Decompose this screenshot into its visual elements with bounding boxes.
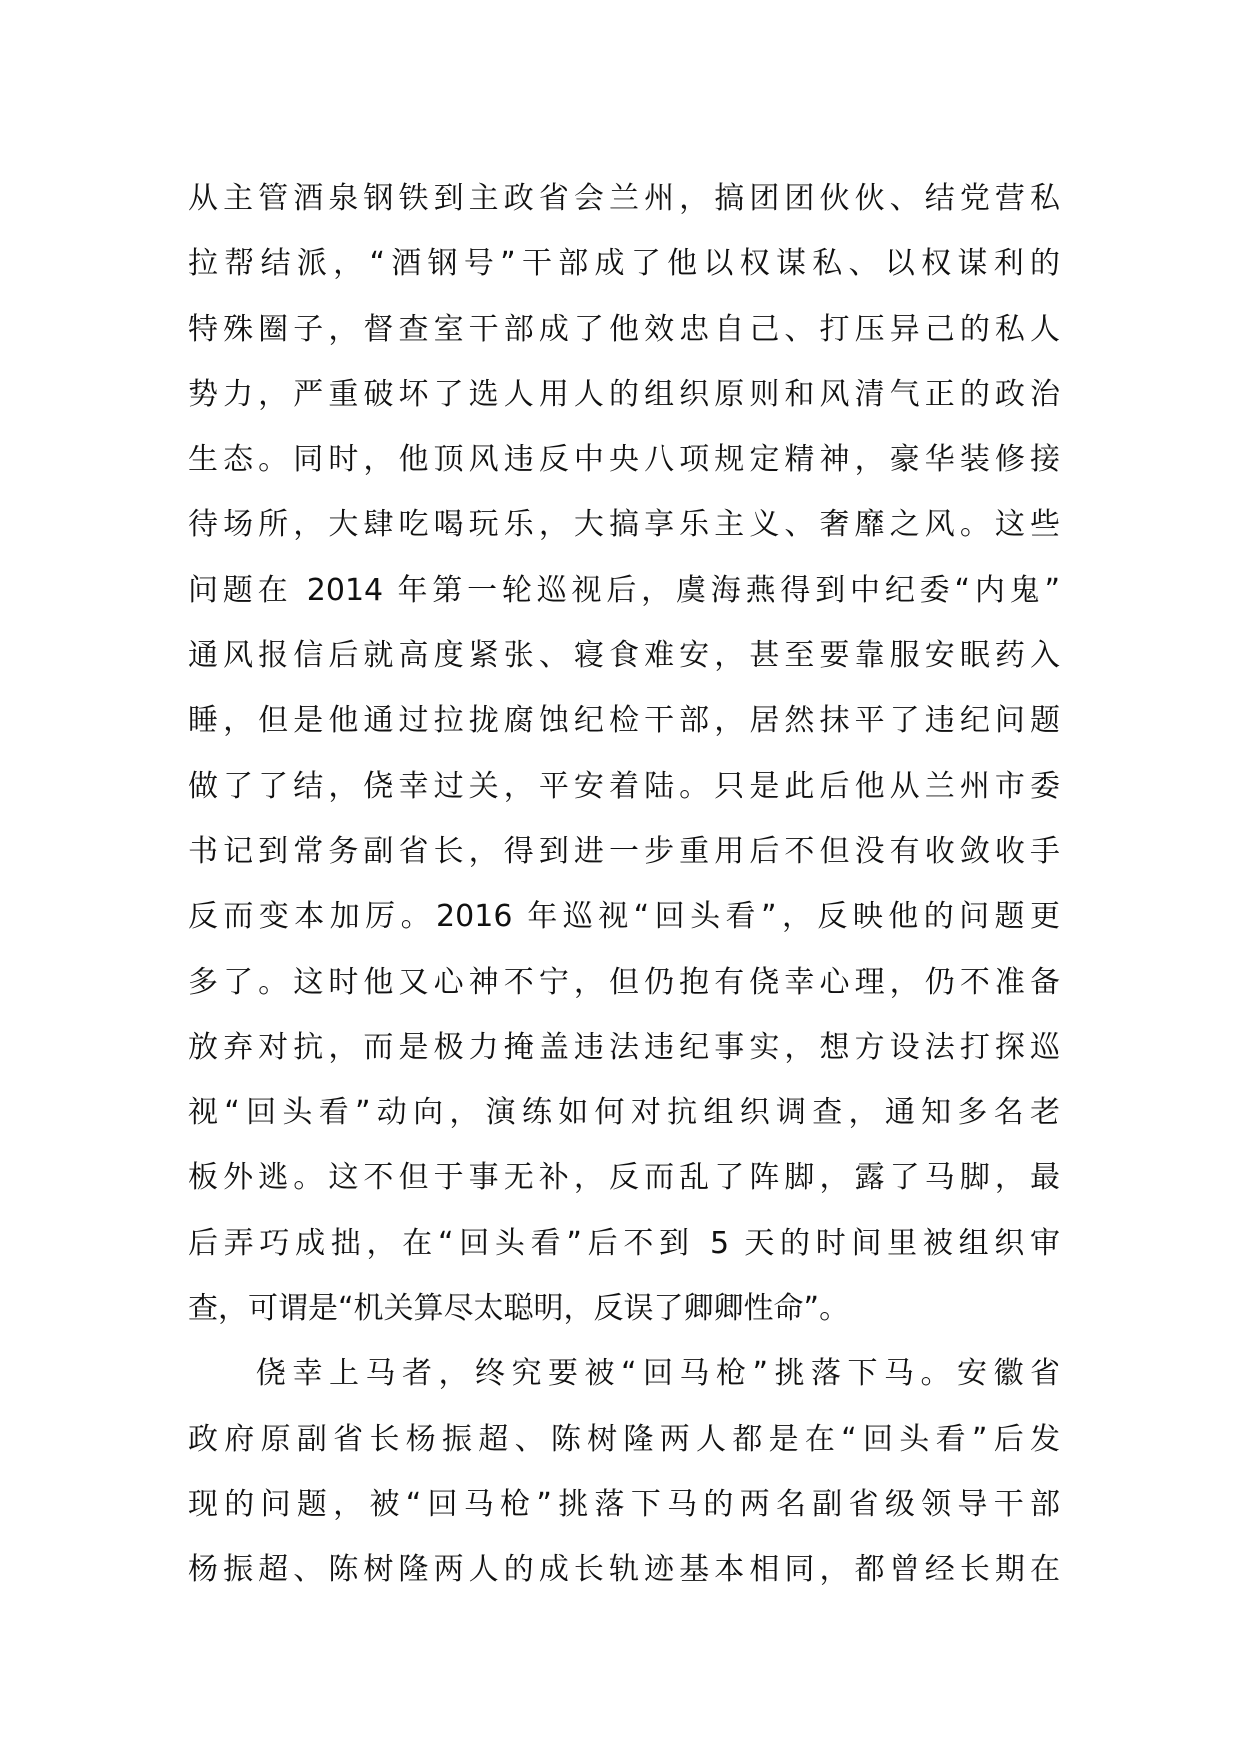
text-line: 做了了结，侥幸过关，平安着陆。只是此后他从兰州市委 <box>188 768 1060 804</box>
text-line: 拉帮结派，“酒钢号”干部成了他以权谋私、以权谋利的 <box>188 246 1060 282</box>
text-line: 后弄巧成拙，在“回头看”后不到 5 天的时间里被组织审 <box>188 1225 1060 1261</box>
text-line: 生态。同时，他顶风违反中央八项规定精神，豪华装修接 <box>188 442 1060 478</box>
text-line: 现的问题，被“回马枪”挑落下马的两名副省级领导干部 <box>188 1486 1060 1522</box>
text-line: 反而变本加厉。2016 年巡视“回头看”，反映他的问题更 <box>188 899 1060 935</box>
paragraph-start-line: 侥幸上马者，终究要被“回马枪”挑落下马。安徽省 <box>256 1356 1060 1392</box>
body-text <box>188 166 1060 1603</box>
text-line: 问题在 2014 年第一轮巡视后，虞海燕得到中纪委“内鬼” <box>188 572 1060 608</box>
text-line: 政府原副省长杨振超、陈树隆两人都是在“回头看”后发 <box>188 1421 1060 1457</box>
text-line: 通风报信后就高度紧张、寝食难安，甚至要靠服安眠药入 <box>188 638 1060 674</box>
text-line: 睡，但是他通过拉拢腐蚀纪检干部，居然抹平了违纪问题 <box>188 703 1060 739</box>
paragraph-end-line: 查，可谓是“机关算尽太聪明，反误了卿卿性命”。 <box>188 1291 850 1327</box>
text-line: 视“回头看”动向，演练如何对抗组织调查，通知多名老 <box>188 1095 1060 1131</box>
text-line: 书记到常务副省长，得到进一步重用后不但没有收敛收手 <box>188 833 1060 869</box>
text-line: 多了。这时他又心神不宁，但仍抱有侥幸心理，仍不准备 <box>188 964 1060 1000</box>
text-line: 从主管酒泉钢铁到主政省会兰州，搞团团伙伙、结党营私 <box>188 181 1060 216</box>
text-line: 势力，严重破坏了选人用人的组织原则和风清气正的政治 <box>188 376 1060 412</box>
text-line: 放弃对抗，而是极力掩盖违法违纪事实，想方设法打探巡 <box>188 1029 1060 1065</box>
text-line: 板外逃。这不但于事无补，反而乱了阵脚，露了马脚，最 <box>188 1160 1060 1196</box>
text-line: 杨振超、陈树隆两人的成长轨迹基本相同，都曾经长期在 <box>188 1552 1060 1588</box>
text-line: 特殊圈子，督查室干部成了他效忠自己、打压异己的私人 <box>188 311 1060 347</box>
text-line: 待场所，大肆吃喝玩乐，大搞享乐主义、奢靡之风。这些 <box>188 507 1060 543</box>
